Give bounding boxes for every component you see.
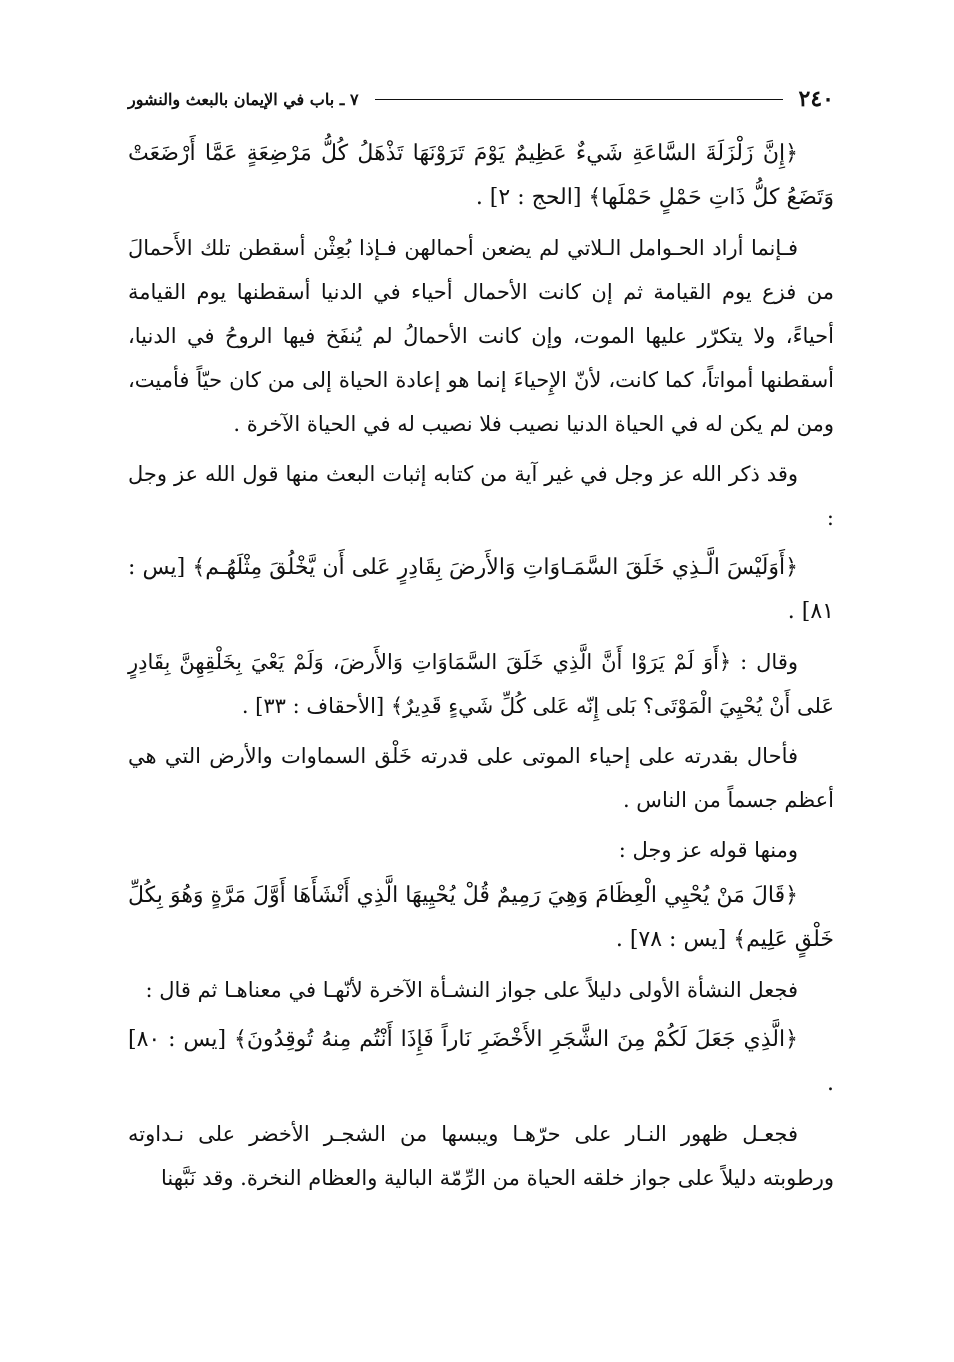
- chapter-title: ٧ ـ باب في الإيمان بالبعث والنشور: [128, 89, 359, 109]
- body-paragraph: فأحال بقدرته على إحياء الموتى على قدرته خَلْق السماوات والأرض التي هي أعظم جسماً من الناس .: [128, 744, 834, 812]
- body-paragraph: ومنها قوله عز وجل :: [618, 838, 798, 862]
- body-paragraph: فـإنما أراد الحـوامل الـلاتي لم يضعن أحمالهن فـإذا بُعِثْن أسقطن تلك الأَحمالَ من فزع يوم القيامة ثم إن كانت الأحمال أحياء في الدنيا أسقطنها يوم القيامة أحياءً، ولا يتكرّر عليها الموت، وإن كانت الأحمالُ لم يُنفَخ فيها الروحُ في الدنيا، أسقطنها أمواتاً، كما كانت، لأنّ الإِحياءَ إنما هو إعادة الحياة إلى من كان حيّاً فأميت، ومن لم يكن له في الحياة الدنيا نصيب فلا نصيب له في الحياة الآخرة .: [128, 236, 834, 436]
- body-paragraph: وقد ذكر الله عز وجل في غير آية من كتابه إثبات البعث منها قول الله عز وجل :: [128, 462, 834, 530]
- page-body: [128, 132, 834, 1200]
- quran-verse: ﴿أَوَلَيْسَ الَّـذِي خَلَقَ السَّمَـاوَاتِ وَالأَرضَ بِقَادِرٍ عَلى أَن يَّخْلُقَ مِثْلَهُـم﴾ [يس : ٨١] .: [128, 555, 834, 624]
- quran-verse: ﴿الَّذِي جَعَلَ لَكُمْ مِنَ الشَّجَرِ الأَخْضَرِ نَاراً فَإِذَا أَنْتُم مِنهُ تُوقِدُونَ﴾ [يس : ٨٠] .: [128, 1027, 834, 1096]
- header-rule: [375, 99, 783, 100]
- body-paragraph: فجعـل ظهور النـار على حرّهـا ويبسها من الشجـر الأخضر على نـداوته ورطوبته دليلاً على جواز خلقه الحياة من الرِّمّة البالية والعظام النخرة. وقد نَبَّهنا: [128, 1122, 834, 1190]
- running-header: [128, 82, 834, 116]
- quran-verse: ﴿إِنَّ زَلْزَلَةَ السَّاعَةِ شَيءٌ عَظِيمٌ يَوْمَ تَرَوْنَهَا تَذْهَلُ كُلُّ مَرْضِعَةٍ عَمَّا أَرْضَعَتْ وَتَضَعُ كلُّ ذَاتِ حَمْلٍ حَمْلَها﴾ [الحج : ٢] .: [128, 141, 834, 210]
- page-number: ٢٤٠: [798, 86, 834, 112]
- quran-verse: ﴿قَالَ مَنْ يُحْيِي الْعِظَامَ وَهِيَ رَمِيمٌ قُلْ يُحْيِيهَا الَّذِي أَنْشَأَهَا أَوَّلَ مَرَّةٍ وَهُوَ بِكُلِّ خَلْقٍ عَلِيم﴾ [يس : ٧٨] .: [128, 883, 834, 952]
- body-paragraph: وقال : ﴿أَوَ لَمْ يَرَوْا أَنَّ الَّذِي خَلَقَ السَّمَاوَاتِ وَالأَرضَ، وَلَمْ يَعْيَ بِخَلْقِهِنَّ بِقَادِرٍ عَلى أَنْ يُحْيِيَ الْمَوْتَى؟ بَلى إِنّه عَلى كُلِّ شَيءٍ قَدِيرٌ﴾ [الأحقاف : ٣٣] .: [128, 650, 834, 718]
- book-page: [128, 82, 834, 1206]
- body-paragraph: فجعل النشأة الأولى دليلاً على جواز النشـأة الآخرة لأنّهـا في معناهـا ثم قال :: [145, 978, 798, 1002]
